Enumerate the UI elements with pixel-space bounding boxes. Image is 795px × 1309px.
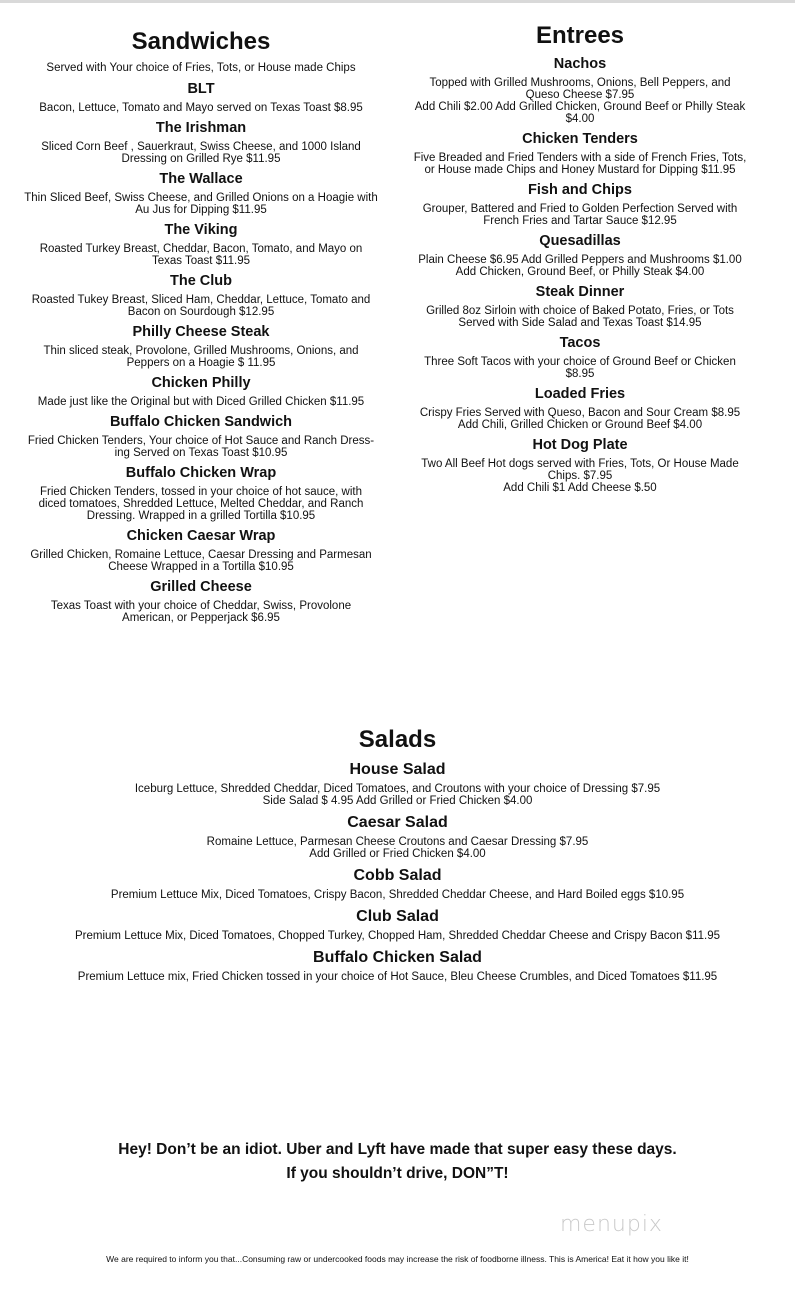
entree-item-description: Plain Cheese $6.95 Add Grilled Peppers and Mushrooms $1.00 [418,254,742,266]
entree-item-name: Chicken Tenders [522,131,638,147]
sandwich-item-description: Cheese Wrapped in a Tortilla $10.95 [108,561,294,573]
sandwich-item-description: Roasted Turkey Breast, Cheddar, Bacon, Tomato, and Mayo on [39,243,363,255]
menupix-watermark: menupix [560,1212,663,1237]
sandwich-item [8,579,394,624]
sandwich-item-name: Chicken Philly [151,375,251,391]
entree-item [400,182,760,227]
entree-list [400,56,760,494]
sandwich-item-name: Chicken Caesar Wrap [126,528,276,544]
salad-item-description: Premium Lettuce Mix, Diced Tomatoes, Chopped Turkey, Chopped Ham, Shredded Cheddar Cheese and Crispy Bacon $11.95 [75,930,720,942]
salad-item [0,907,795,942]
sandwich-item-description: Bacon, Lettuce, Tomato and Mayo served on Texas Toast $8.95 [39,102,363,114]
entree-item-description: Grilled 8oz Sirloin with choice of Baked Potato, Fries, or Tots [426,305,734,317]
entree-item-description: Add Chili $2.00 Add Grilled Chicken, Ground Beef or Philly Steak [414,101,746,113]
sandwich-item-description: diced tomatoes, Shredded Lettuce, Melted Cheddar, and Ranch [38,498,364,510]
entree-item-description: Five Breaded and Fried Tenders with a side of French Fries, Tots, [413,152,747,164]
entree-item-name: Tacos [559,335,601,351]
entree-item-description: Crispy Fries Served with Queso, Bacon and Sour Cream $8.95 [419,407,741,419]
entrees-section [400,22,760,494]
sandwich-item-description: Sliced Corn Beef , Sauerkraut, Swiss Cheese, and 1000 Island [41,141,361,153]
sandwich-item-description: Bacon on Sourdough $12.95 [127,306,275,318]
sandwich-item [8,528,394,573]
entree-item [400,386,760,431]
sandwich-item-name: The Irishman [155,120,247,136]
sandwich-item [8,414,394,459]
entree-item-name: Fish and Chips [528,182,632,198]
entree-item-description: Topped with Grilled Mushrooms, Onions, Bell Peppers, and [429,77,731,89]
salad-item [0,866,795,901]
entree-item [400,56,760,125]
sandwich-item [8,222,394,267]
salad-list [0,760,795,983]
entree-item-description: Three Soft Tacos with your choice of Ground Beef or Chicken [424,356,736,368]
sandwich-item [8,324,394,369]
sandwich-item [8,273,394,318]
entree-item-description: Two All Beef Hot dogs served with Fries, Tots, Or House Made [421,458,739,470]
entree-item-description: Grouper, Battered and Fried to Golden Perfection Served with [422,203,738,215]
entree-item-description: $8.95 [565,368,595,380]
entree-item-name: Steak Dinner [535,284,625,300]
sandwich-item [8,171,394,216]
notice-line-1: Hey! Don’t be an idiot. Uber and Lyft have made that super easy these days. [118,1141,677,1158]
sandwich-item-name: Buffalo Chicken Sandwich [109,414,293,430]
salad-item-name: House Salad [349,761,446,778]
sandwich-item-name: Philly Cheese Steak [132,324,270,340]
salad-item-description: Iceburg Lettuce, Shredded Cheddar, Diced Tomatoes, and Croutons with your choice of Dressing $7.95 [134,783,661,795]
sandwich-item-description: Thin sliced steak, Provolone, Grilled Mushrooms, Onions, and [43,345,359,357]
sandwich-item-description: Thin Sliced Beef, Swiss Cheese, and Grilled Onions on a Hoagie with [24,192,378,204]
sandwich-item-description: Dressing on Grilled Rye $11.95 [121,153,281,165]
salad-item-description: Add Grilled or Fried Chicken $4.00 [309,848,486,860]
salad-item-description: Side Salad $ 4.95 Add Grilled or Fried Chicken $4.00 [262,795,533,807]
entree-item-name: Nachos [553,56,607,72]
sandwich-item-description: American, or Pepperjack $6.95 [122,612,280,624]
sandwich-item-description: Made just like the Original but with Diced Grilled Chicken $11.95 [37,396,365,408]
entree-item-description: Served with Side Salad and Texas Toast $14.95 [458,317,702,329]
sandwich-item-description: Au Jus for Dipping $11.95 [135,204,267,216]
salad-item-description: Premium Lettuce Mix, Diced Tomatoes, Crispy Bacon, Shredded Cheddar Cheese, and Hard Boiled eggs $10.95 [110,889,685,901]
sandwiches-section [8,28,394,624]
salad-item [0,760,795,807]
salad-item-description: Premium Lettuce mix, Fried Chicken tossed in your choice of Hot Sauce, Bleu Cheese Crumbles, and Diced Tomatoes $11.95 [77,971,718,983]
sandwich-item-description: ing Served on Texas Toast $10.95 [114,447,288,459]
sandwich-item-name: Buffalo Chicken Wrap [125,465,277,481]
entree-item [400,131,760,176]
sandwich-item-description: Fried Chicken Tenders, tossed in your choice of hot sauce, with [40,486,362,498]
sandwich-item [8,465,394,522]
sandwich-item-name: The Wallace [159,171,243,187]
entree-item-name: Quesadillas [539,233,621,249]
entree-item-description: or House made Chips and Honey Mustard for Dipping $11.95 [424,164,736,176]
entree-item-description: Queso Cheese $7.95 [525,89,635,101]
sandwich-item-name: BLT [187,81,215,97]
sandwich-item [8,120,394,165]
sandwiches-title: Sandwiches [131,28,271,55]
sandwich-item-description: Peppers on a Hoagie $ 11.95 [126,357,276,369]
entree-item-description: $4.00 [565,113,595,125]
salad-item-name: Club Salad [356,908,439,925]
food-safety-disclaimer: We are required to inform you that...Consuming raw or undercooked foods may increase the risk of foodborne illness. This is America! Eat it how you like it! [106,1254,689,1264]
salad-item-name: Caesar Salad [347,814,448,831]
entrees-title: Entrees [535,22,625,49]
entree-item [400,335,760,380]
entree-item-description: Add Chili $1 Add Cheese $.50 [503,482,657,494]
sandwich-item [8,81,394,114]
sandwich-list [8,81,394,624]
sandwich-item-name: The Club [169,273,233,289]
entree-item-description: Add Chicken, Ground Beef, or Philly Steak $4.00 [455,266,705,278]
salad-item-description: Romaine Lettuce, Parmesan Cheese Croutons and Caesar Dressing $7.95 [206,836,589,848]
sandwich-item-description: Fried Chicken Tenders, Your choice of Hot Sauce and Ranch Dress- [27,435,375,447]
sandwich-item-description: Roasted Tukey Breast, Sliced Ham, Cheddar, Lettuce, Tomato and [31,294,371,306]
sandwich-item-description: Texas Toast $11.95 [151,255,251,267]
entree-item [400,233,760,278]
salads-section [0,726,795,983]
entree-item-name: Hot Dog Plate [532,437,628,453]
sandwich-item [8,375,394,408]
sandwich-item-description: Grilled Chicken, Romaine Lettuce, Caesar Dressing and Parmesan [30,549,372,561]
salad-item [0,948,795,983]
entree-item-description: French Fries and Tartar Sauce $12.95 [483,215,677,227]
drive-safe-notice [0,1138,795,1186]
entree-item-name: Loaded Fries [534,386,626,402]
sandwich-item-name: Grilled Cheese [150,579,252,595]
entree-item [400,437,760,494]
salad-item-name: Buffalo Chicken Salad [313,949,482,966]
top-border [0,0,795,3]
sandwich-item-name: The Viking [164,222,238,238]
entree-item-description: Add Chili, Grilled Chicken or Ground Beef $4.00 [457,419,703,431]
sandwich-item-description: Dressing. Wrapped in a grilled Tortilla $10.95 [86,510,316,522]
sandwiches-subtitle: Served with Your choice of Fries, Tots, or House made Chips [46,62,356,74]
notice-line-2: If you shouldn’t drive, DON”T! [286,1165,509,1182]
entree-item-description: Chips. $7.95 [547,470,613,482]
salad-item-name: Cobb Salad [353,867,442,884]
salads-title: Salads [358,726,437,753]
sandwich-item-description: Texas Toast with your choice of Cheddar, Swiss, Provolone [50,600,352,612]
entree-item [400,284,760,329]
salad-item [0,813,795,860]
